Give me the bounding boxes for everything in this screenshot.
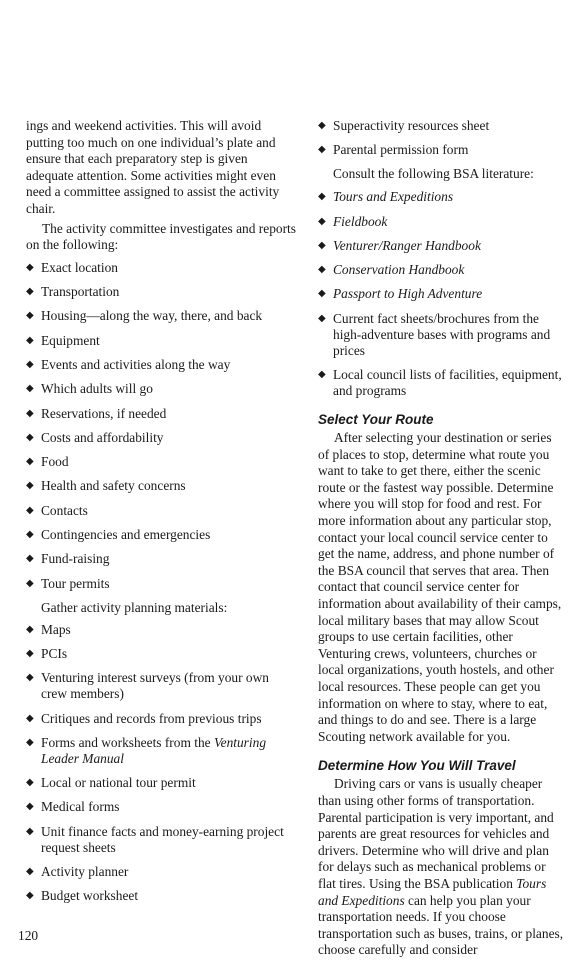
diamond-bullet-icon: ◆ (26, 456, 34, 468)
diamond-bullet-icon: ◆ (26, 504, 34, 516)
list-item: ◆ Activity planner (26, 863, 129, 879)
list-item: ◆ Critiques and records from previous trips (26, 710, 262, 726)
list-item: ◆ Superactivity resources sheet (318, 118, 490, 133)
list-item: ◆ Costs and affordability (26, 429, 164, 445)
diamond-bullet-icon: ◆ (26, 672, 34, 684)
list-item: ◆ Tour permits (26, 575, 110, 591)
diamond-bullet-icon: ◆ (26, 623, 34, 635)
list-item: ◆ Transportation (26, 284, 120, 300)
diamond-bullet-icon: ◆ (318, 239, 326, 251)
diamond-bullet-icon: ◆ (318, 215, 326, 227)
list-item: ◆ Conservation Handbook (318, 262, 465, 278)
diamond-bullet-icon: ◆ (26, 286, 34, 298)
route-paragraph: After selecting your destination or series of places to stop, determine what route you want to take to get there, either the scenic route or the fastest way possible. Determine where you will stop for food and rest. For more information about any particular stop, contact your local council service center to get the name, address, and phone number of the BSA council that serves that area. Then contact that council service center for information about availability of their camps, local military bases that may allow Scout groups to use certain facilities, other Venturing crews, volunteers, churches or local organizations, youth hostels, and other local resources. These people can get you information on where to stay, where to eat, and things to do and see. There is a large Scouting network available for you. (318, 430, 562, 744)
literature-list (318, 189, 566, 399)
diamond-bullet-icon: ◆ (26, 261, 34, 273)
investigate-list (26, 260, 296, 592)
left-column (26, 118, 296, 904)
list-item: ◆ Forms and worksheets from the Venturing Leader Manual (26, 734, 267, 766)
resource-list (318, 118, 566, 158)
list-item: ◆ Passport to High Adventure (318, 286, 483, 302)
diamond-bullet-icon: ◆ (318, 288, 326, 300)
diamond-bullet-icon: ◆ (26, 736, 34, 748)
diamond-bullet-icon: ◆ (318, 312, 326, 324)
list-item: ◆ Venturer/Ranger Handbook (318, 237, 481, 253)
diamond-bullet-icon: ◆ (26, 647, 34, 659)
list-item: ◆ Reservations, if needed (26, 405, 167, 421)
list-item: ◆ Events and activities along the way (26, 356, 231, 372)
list-item: ◆ Which adults will go (26, 381, 153, 397)
diamond-bullet-icon: ◆ (26, 825, 34, 837)
list-item: ◆ Current fact sheets/brochures from the high-adventure bases with programs and prices (318, 310, 551, 358)
list-item: ◆ Local or national tour permit (26, 775, 196, 791)
intro-paragraph: ings and weekend activities. This will avoid putting too much on one individual’s plate and ensure that each preparatory step is given adequate attention. Some activities might even need a committee assigned to assist the activity chair. (26, 118, 280, 216)
diamond-bullet-icon: ◆ (26, 553, 34, 565)
diamond-bullet-icon: ◆ (26, 431, 34, 443)
list-item: ◆ Fund-raising (26, 551, 110, 567)
list-item: ◆ Health and safety concerns (26, 478, 186, 494)
diamond-bullet-icon: ◆ (26, 890, 34, 902)
list-item: ◆ Tours and Expeditions (318, 189, 454, 205)
literature-intro: Consult the following BSA literature: (333, 166, 534, 182)
list-item: ◆ Fieldbook (318, 213, 388, 229)
list-item: ◆ Budget worksheet (26, 888, 139, 904)
list-item: ◆ Parental permission form (318, 142, 469, 158)
list-item: ◆ PCIs (26, 645, 68, 661)
diamond-bullet-icon: ◆ (26, 407, 34, 419)
committee-intro: The activity committee investigates and reports on the following: (26, 220, 296, 253)
list-item: ◆ Unit finance facts and money-earning project request sheets (26, 823, 284, 855)
diamond-bullet-icon: ◆ (26, 865, 34, 877)
diamond-bullet-icon: ◆ (26, 383, 34, 395)
diamond-bullet-icon: ◆ (26, 358, 34, 370)
page-number: 120 (18, 928, 39, 943)
diamond-bullet-icon: ◆ (318, 369, 326, 381)
materials-list (26, 622, 296, 905)
section-heading-route: Select Your Route (318, 412, 434, 428)
list-item: ◆ Equipment (26, 332, 100, 348)
section-heading-travel: Determine How You Will Travel (318, 758, 516, 774)
travel-paragraph: Driving cars or vans is usually cheaper than using other forms of transportation. Parental participation is very important, and parents are great resources for vehicles and drivers. Determine who will drive and plan for delays such as mechanical problems or flat tires. Using the BSA publication Tours and Expeditions can help you plan your transportation needs. If you choose transportation such as buses, trains, or planes, choose carefully and consider (318, 776, 564, 958)
list-item: ◆ Medical forms (26, 799, 120, 815)
diamond-bullet-icon: ◆ (26, 480, 34, 492)
list-item: ◆ Housing—along the way, there, and back (26, 308, 263, 324)
diamond-bullet-icon: ◆ (26, 310, 34, 322)
list-item: ◆ Contingencies and emergencies (26, 527, 211, 543)
list-item: ◆ Maps (26, 621, 71, 637)
book-title: Tours and Expeditions (318, 875, 547, 908)
list-item: ◆ Venturing interest surveys (from your own crew members) (26, 670, 269, 702)
diamond-bullet-icon: ◆ (26, 712, 34, 724)
list-item: ◆ Exact location (26, 259, 118, 275)
list-item: ◆ Contacts (26, 502, 88, 518)
right-column (318, 118, 566, 959)
diamond-bullet-icon: ◆ (26, 577, 34, 589)
diamond-bullet-icon: ◆ (318, 144, 326, 156)
diamond-bullet-icon: ◆ (26, 801, 34, 813)
book-title: Venturing Leader Manual (41, 734, 267, 766)
diamond-bullet-icon: ◆ (26, 777, 34, 789)
diamond-bullet-icon: ◆ (318, 120, 326, 131)
materials-intro: Gather activity planning materials: (41, 599, 228, 615)
diamond-bullet-icon: ◆ (318, 191, 326, 203)
list-item: ◆ Food (26, 454, 69, 470)
diamond-bullet-icon: ◆ (26, 334, 34, 346)
diamond-bullet-icon: ◆ (26, 529, 34, 541)
list-item: ◆ Local council lists of facilities, equipment, and programs (318, 367, 562, 399)
diamond-bullet-icon: ◆ (318, 264, 326, 276)
